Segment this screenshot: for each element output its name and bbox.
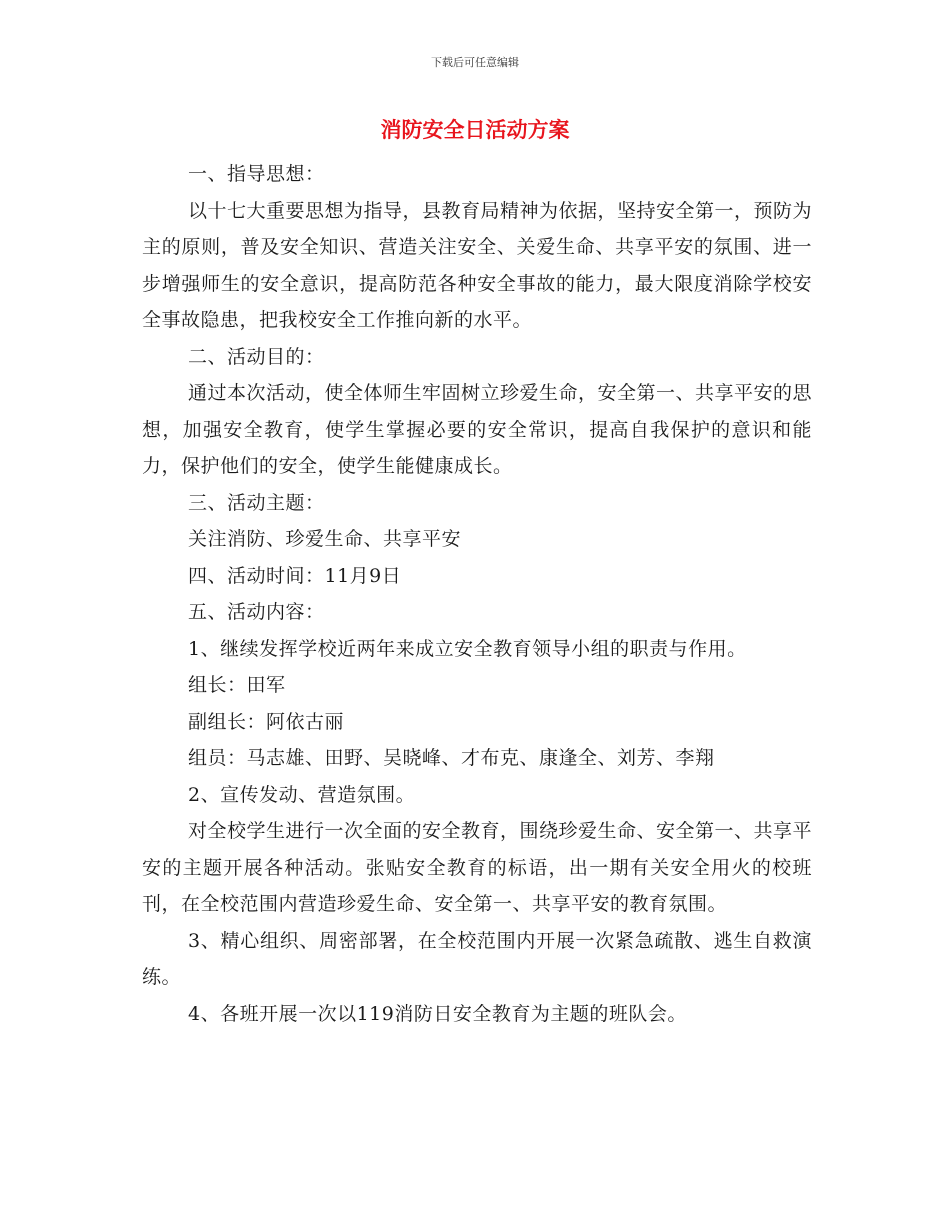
- team-members: 组员：马志雄、田野、吴晓峰、才布克、康逢全、刘芳、李翔: [188, 747, 715, 769]
- section-heading-content: 五、活动内容：: [188, 601, 325, 623]
- team-leader: 组长：田军: [188, 674, 286, 696]
- document-title: 消防安全日活动方案: [380, 118, 570, 142]
- section-heading-purpose: 二、活动目的：: [188, 345, 325, 368]
- content-item-1: 1、继续发挥学校近两年来成立安全教育领导小组的职责与作用。: [188, 637, 747, 660]
- section-heading-guiding-ideology: 一、指导思想：: [188, 163, 325, 185]
- paragraph-content-item-2: 对全校学生进行一次全面的安全教育，围绕珍爱生命、安全第一、共享平安的主题开展各种活动。张贴安全教育的标语，出一期有关安全用火的校班刊，在全校范围内营造珍爱生命、安全第一、共享平安的教育氛围。: [142, 820, 813, 915]
- section-heading-theme: 三、活动主题：: [188, 491, 325, 514]
- document-body: [142, 156, 812, 1032]
- section-heading-time: 四、活动时间：11月9日: [188, 564, 402, 587]
- team-deputy-leader: 副组长：阿依古丽: [188, 710, 345, 733]
- paragraph-guiding-ideology: 以十七大重要思想为指导，县教育局精神为依据，坚持安全第一，预防为主的原则，普及安全知识、营造关注安全、关爱生命、共享平安的氛围、进一步增强师生的安全意识，提高防范各种安全事故的能力，最大限度消除学校安全事故隐患，把我校安全工作推向新的水平。: [142, 199, 813, 331]
- content-item-3: 3、精心组织、周密部署，在全校范围内开展一次紧急疏散、逃生自救演练。: [142, 929, 812, 988]
- paragraph-theme: 关注消防、珍爱生命、共享平安: [188, 528, 462, 550]
- header-note: 下载后可任意编辑: [431, 56, 519, 69]
- content-item-2: 2、宣传发动、营造氛围。: [188, 783, 416, 806]
- paragraph-purpose: 通过本次活动，使全体师生牢固树立珍爱生命，安全第一、共享平安的思想，加强安全教育，使学生掌握必要的安全常识，提高自我保护的意识和能力，保护他们的安全，使学生能健康成长。: [142, 382, 813, 477]
- content-item-4: 4、各班开展一次以119消防日安全教育为主题的班队会。: [188, 1002, 687, 1025]
